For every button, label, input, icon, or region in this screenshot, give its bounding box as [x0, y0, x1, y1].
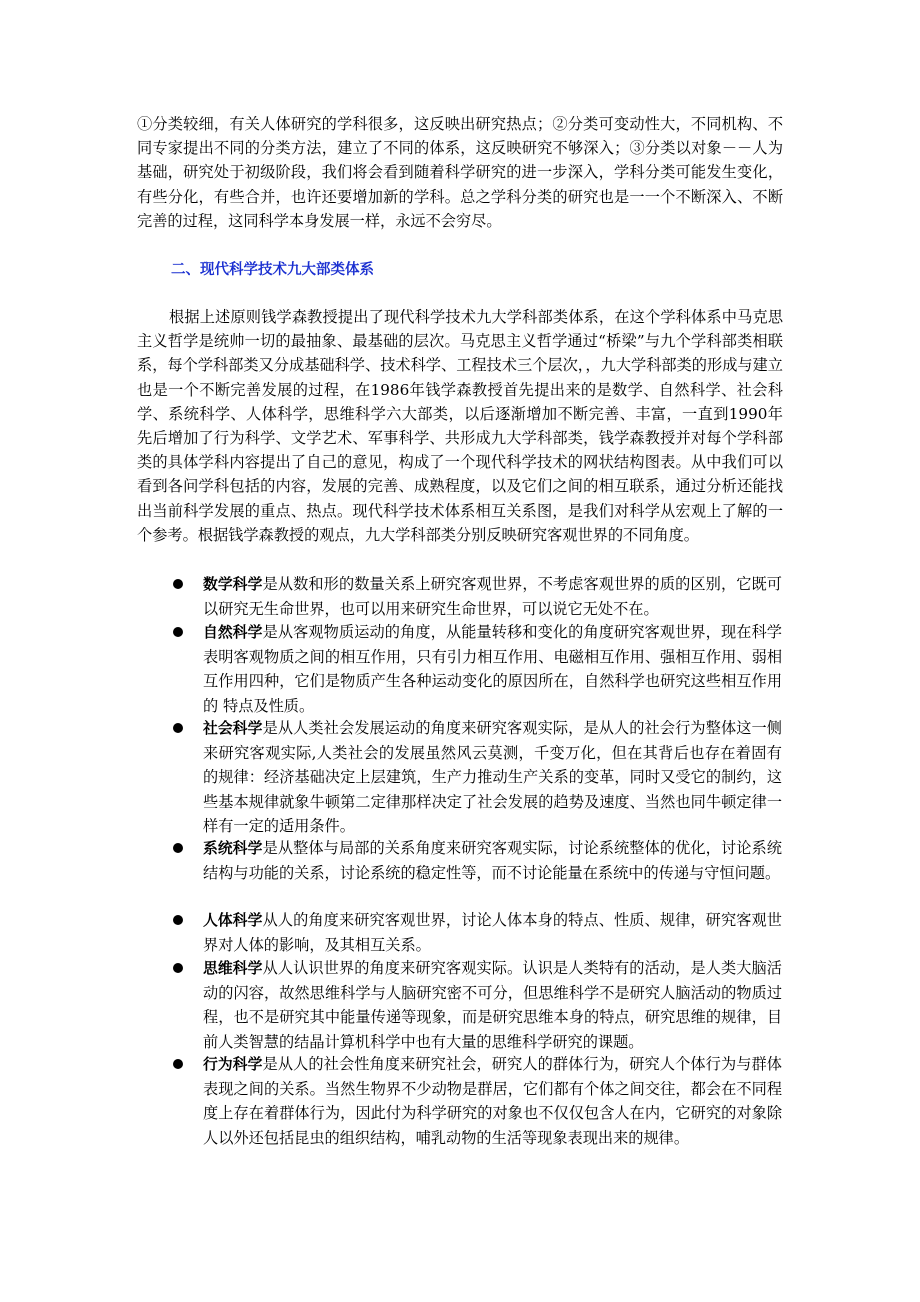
- bullet-dot-icon: [173, 1059, 183, 1069]
- bullet-term: 社会科学: [203, 720, 263, 737]
- bullet-text: [203, 956, 782, 1054]
- bullet-text: [203, 1052, 782, 1150]
- bullet-text: [203, 572, 782, 621]
- bullet-description: 是从人类社会发展运动的角度来研究客观实际，是从人的社会行为整体这一侧来研究客观实际,人类社会的发展虽然风云莫测，千变万化，但在其背后也存在着固有的规律：经济基础决定上层建筑，生产力推动生产关系的变革，同时又受它的制约，这些基本规律就象牛顿第二定律那样决定了社会发展的趋势及速度、当然也同牛顿定律一样有一定的适用条件。: [203, 719, 782, 835]
- bullet-text: [203, 836, 782, 885]
- bullet-text: [203, 908, 782, 957]
- section-heading: 二、现代科学技术九大部类体系: [171, 262, 374, 278]
- bullet-description: 是从整体与局部的关系角度来研究客观实际，讨论系统整体的优化，讨论系统结构与功能的关系，讨论系统的稳定性等，而不讨论能量在系统中的传递与守恒问题。: [203, 839, 782, 883]
- bullet-dot-icon: [173, 579, 183, 589]
- bullet-term: 数学科学: [203, 576, 263, 593]
- bullet-term: 思维科学: [203, 960, 263, 977]
- bullet-term: 系统科学: [203, 840, 263, 857]
- bullet-description: 是从客观物质运动的角度，从能量转移和变化的角度研究客观世界，现在科学表明客观物质之间的相互作用，只有引力相互作用、电磁相互作用、强相互作用、弱相互作用四种，它们是物质产生各种运动变化的原因所在，自然科学也研究这些相互作用的 特点及性质。: [203, 623, 782, 715]
- bullet-term: 行为科学: [203, 1056, 263, 1073]
- bullet-term: 自然科学: [203, 624, 263, 641]
- bullet-description: 是从人的社会性角度来研究社会，研究人的群体行为，研究人个体行为与群体表现之间的关系。当然生物界不少动物是群居，它们都有个体之间交往，都会在不同程度上存在着群体行为，因此付为科学研究的对象也不仅仅包含人在内，它研究的对象除人以外还包括昆虫的组织结构，哺乳动物的生活等现象表现出来的规律。: [203, 1055, 782, 1147]
- bullet-description: 是从数和形的数量关系上研究客观世界，不考虑客观世界的质的区别，它既可以研究无生命世界，也可以用来研究生命世界，可以说它无处不在。: [203, 575, 782, 619]
- bullet-description: 从人的角度来研究客观世界，讨论人体本身的特点、性质、规律，研究客观世界对人体的影响，及其相互关系。: [203, 911, 782, 955]
- bullet-text: [203, 620, 782, 718]
- bullet-dot-icon: [173, 915, 183, 925]
- bullet-description: 从人认识世界的角度来研究客观实际。认识是人类特有的活动，是人类大脑活动的闪容，故然思维科学与人脑研究密不可分，但思维科学不是研究人脑活动的物质过程，也不是研究其中能量传递等现象，而是研究思维本身的特点，研究思维的规律，目前人类智慧的结晶计算机科学中也有大量的思维科学研究的课题。: [203, 959, 782, 1051]
- bullet-dot-icon: [173, 963, 183, 973]
- bullet-dot-icon: [173, 843, 183, 853]
- bullet-text: [203, 716, 782, 838]
- bullet-dot-icon: [173, 627, 183, 637]
- bullet-term: 人体科学: [203, 912, 263, 929]
- bullet-dot-icon: [173, 723, 183, 733]
- main-paragraph: 根据上述原则钱学森教授提出了现代科学技术九大学科部类体系，在这个学科体系中马克思主义哲学是统帅一切的最抽象、最基础的层次。马克思主义哲学通过“桥梁”与九个学科部类相联系，每个学科部类又分成基础科学、技术科学、工程技术三个层次，，九大学科部类的形成与建立也是一个不断完善发展的过程，在1986年钱学森教授首先提出来的是数学、自然科学、社会科学、系统科学、人体科学，思维科学六大部类，以后逐渐增加不断完善、丰富，一直到1990年先后增加了行为科学、文学艺术、军事科学、共形成九大学科部类，钱学森教授并对每个学科部类的具体学科内容提出了自己的意见，构成了一个现代科学技术的网状结构图表。从中我们可以看到各问学科包括的内容，发展的完善、成熟程度，以及它们之间的相互联系，通过分析还能找出当前科学发展的重点、热点。现代科学技术体系相互关系图，是我们对科学从宏观上了解的一个参考。根据钱学森教授的观点，九大学科部类分别反映研究客观世界的不同角度。: [137, 308, 783, 544]
- intro-paragraph: ①分类较细，有关人体研究的学科很多，这反映出研究热点；②分类可变动性大，不同机构、不同专家提出不同的分类方法，建立了不同的体系，这反映研究不够深入；③分类以对象－－人为基础，研究处于初级阶段，我们将会看到随着科学研究的进一步深入，学科分类可能发生变化，有些分化，有些合并，也许还要增加新的学科。总之学科分类的研究也是一一个不断深入、不断完善的过程，这同科学本身发展一样，永远不会穷尽。: [137, 115, 783, 230]
